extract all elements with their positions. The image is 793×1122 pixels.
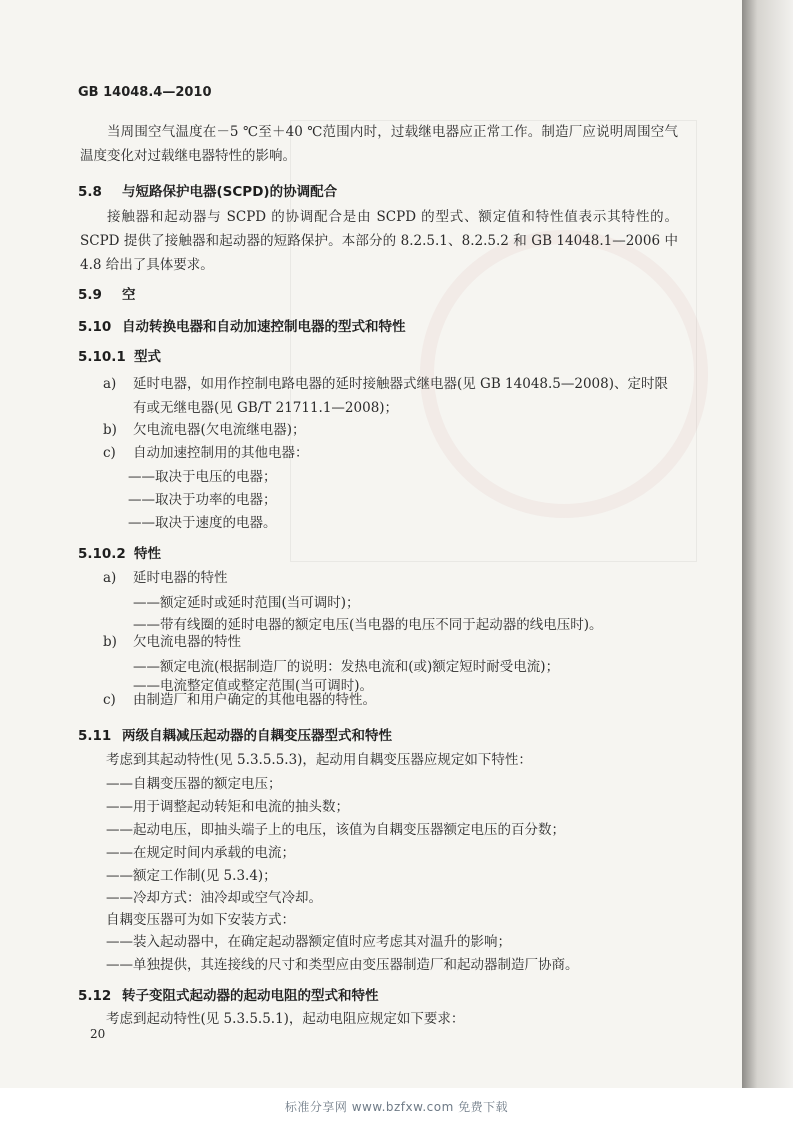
dash-item: ——用于调整起动转矩和电流的抽头数； [106,799,349,815]
dash-item: ——自耦变压器的额定电压； [106,776,282,792]
list-item-a [103,372,678,420]
section-5-11-heading [78,724,392,744]
list-text: 欠电流电器(欠电流继电器)； [133,422,306,438]
section-title: 两级自耦减压起动器的自耦变压器型式和特性 [122,728,392,744]
intro-paragraph: 当周围空气温度在－5 ℃至＋40 ℃范围内时，过载继电器应正常工作。制造厂应说明周围空气温度变化对过载继电器特性的影响。 [80,124,678,164]
section-title: 型式 [134,349,161,365]
sub-item: ——取决于速度的电器。 [128,515,277,531]
list-text: 欠电流电器的特性 [133,634,241,650]
section-5-10-2-heading [78,542,161,562]
dash-item: ——冷却方式：油冷却或空气冷却。 [106,890,322,906]
section-number: 5.8 [78,184,102,200]
sub-item: ——额定电流(根据制造厂的说明：发热电流和(或)额定短时耐受电流)； [133,659,560,675]
install-item: ——单独提供，其连接线的尺寸和类型应由变压器制造厂和起动器制造厂协商。 [106,957,579,973]
list-text: 延时电器，如用作控制电路电器的延时接触器式继电器(见 GB 14048.5—2008)、定时限有或无继电器(见 GB/T 21711.1—2008)； [133,376,669,416]
dash-item: ——额定工作制(见 5.3.4)； [106,868,277,884]
list-item-c [103,441,678,465]
section-title: 空 [122,287,136,303]
section-5-10-1-heading [78,345,161,365]
section-5-11-lead: 考虑到其起动特性(见 5.3.5.5.3)，起动用自耦变压器应规定如下特性： [106,752,532,768]
dash-item: ——在规定时间内承载的电流； [106,845,295,861]
section-5-12-lead: 考虑到起动特性(见 5.3.5.5.1)，起动电阻应规定如下要求： [106,1011,465,1027]
section-title: 自动转换电器和自动加速控制电器的型式和特性 [122,319,406,335]
section-5-8-heading [78,180,337,200]
page-edge-shadow [742,0,793,1088]
section-number: 5.10.2 [78,546,126,562]
install-lead: 自耦变压器可为如下安装方式： [106,912,295,928]
section-5-8-text: 接触器和起动器与 SCPD 的协调配合是由 SCPD 的型式、额定值和特性值表示其特性的。SCPD 提供了接触器和起动器的短路保护。本部分的 8.2.5.1、8.2.5.2 和 GB 14048.1—2006 中 4.8 给出了具体要求。 [80,209,678,273]
section-5-12-heading [78,984,379,1004]
list-text: 自动加速控制用的其他电器： [133,445,309,461]
install-item: ——装入起动器中，在确定起动器额定值时应考虑其对温升的影响； [106,934,511,950]
section-number: 5.11 [78,728,112,744]
section-5-10-heading [78,315,406,335]
section-number: 5.9 [78,287,102,303]
sub-item: ——额定延时或延时范围(当可调时)； [133,595,360,611]
list-marker: c) [103,692,116,708]
list-item-b [103,418,678,442]
page-number: 20 [90,1027,106,1041]
list-text: 由制造厂和用户确定的其他电器的特性。 [133,692,376,708]
list-marker: a) [103,376,117,392]
sub-item: ——取决于功率的电器； [128,492,277,508]
standard-header: GB 14048.4—2010 [78,85,212,100]
section-5-9-heading [78,283,136,303]
list-marker: a) [103,570,117,586]
section-number: 5.12 [78,988,112,1004]
sub-item: ——带有线圈的延时电器的额定电压(当电器的电压不同于起动器的线电压时)。 [133,617,603,633]
sub-item: ——取决于电压的电器； [128,469,277,485]
section-title: 转子变阻式起动器的起动电阻的型式和特性 [122,988,379,1004]
list-text: 延时电器的特性 [133,570,228,586]
list-item-c [103,688,678,712]
sub-item: ——电流整定值或整定范围(当可调时)。 [133,678,374,694]
section-number: 5.10 [78,319,112,335]
list-marker: c) [103,445,116,461]
section-title: 与短路保护电器(SCPD)的协调配合 [122,184,338,200]
section-title: 特性 [134,546,161,562]
dash-item: ——起动电压，即抽头端子上的电压，该值为自耦变压器额定电压的百分数； [106,822,565,838]
watermark-text: 标准分享网 www.bzfxw.com 免费下载 [284,1100,509,1114]
list-item-b [103,630,678,654]
list-marker: b) [103,634,117,650]
list-item-a [103,566,678,590]
list-marker: b) [103,422,117,438]
section-number: 5.10.1 [78,349,126,365]
